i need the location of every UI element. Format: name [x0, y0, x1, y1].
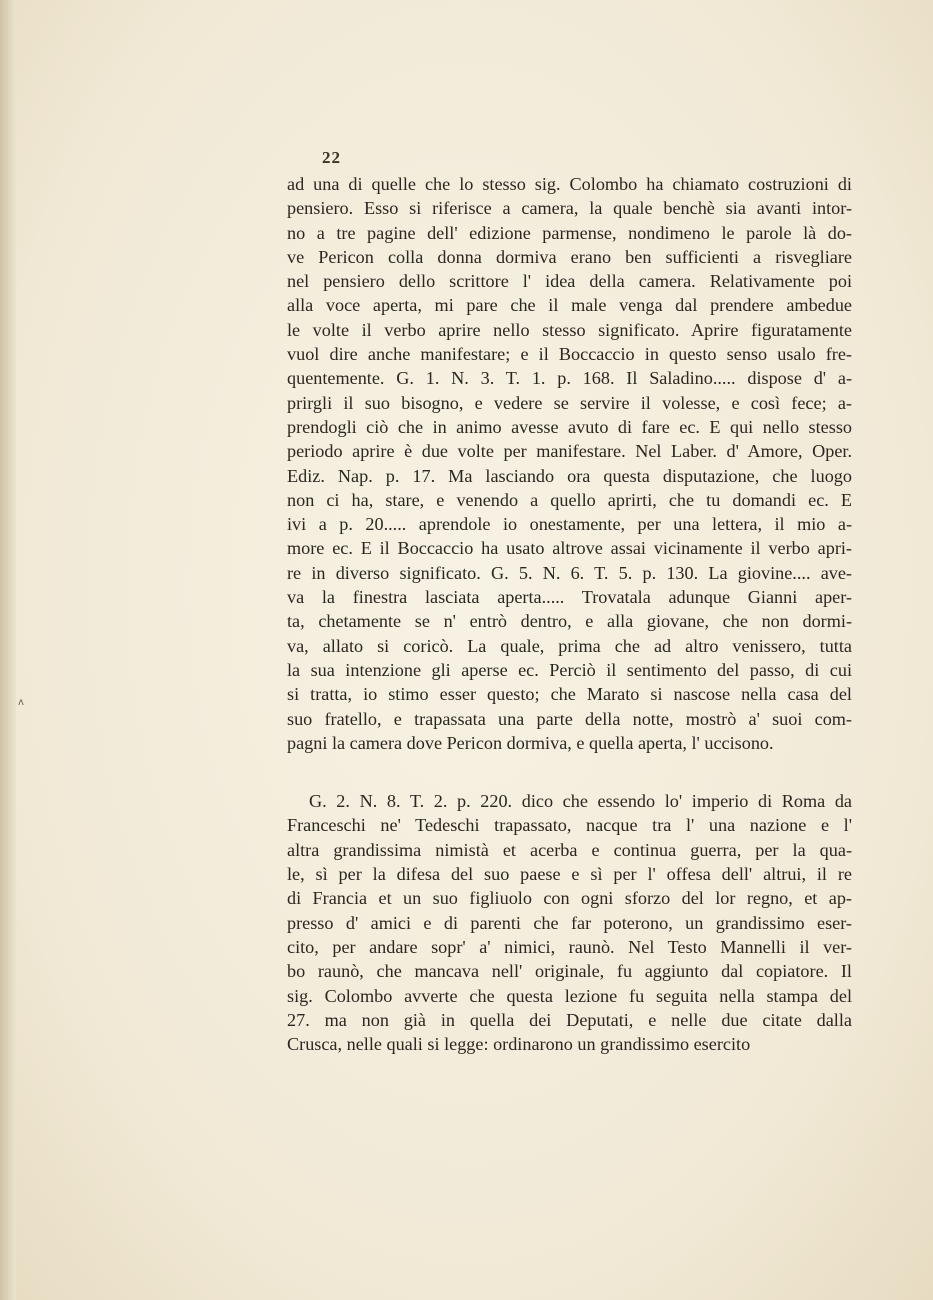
paragraph-gap	[287, 755, 852, 789]
paragraph-2	[287, 789, 852, 1056]
text-line: vuol dire anche manifestare; e il Boccaccio in questo senso usalo fre-	[287, 344, 852, 365]
text-line: periodo aprire è due volte per manifestare. Nel Laber. d' Amore, Oper.	[287, 441, 852, 462]
text-line: pagni la camera dove Pericon dormiva, e quella aperta, l' uccisono.	[287, 732, 774, 753]
text-line: ta, chetamente se n' entrò dentro, e alla giovane, che non dormi-	[287, 611, 852, 632]
text-line: presso d' amici e di parenti che far poterono, un grandissimo eser-	[287, 912, 852, 933]
text-line: suo fratello, e trapassata una parte della notte, mostrò a' suoi com-	[287, 708, 852, 729]
text-line: cito, per andare sopr' a' nimici, raunò. Nel Testo Mannelli il ver-	[287, 936, 852, 957]
text-line: si tratta, io stimo esser questo; che Marato si nascose nella casa del	[287, 684, 852, 705]
text-line: sig. Colombo avverte che questa lezione fu seguita nella stampa del	[287, 985, 852, 1006]
text-line: more ec. E il Boccaccio ha usato altrove assai vicinamente il verbo apri-	[287, 538, 852, 559]
text-line: ad una di quelle che lo stesso sig. Colombo ha chiamato costruzioni di	[287, 174, 852, 194]
text-line: va, allato si coricò. La quale, prima che ad altro venissero, tutta	[287, 635, 852, 656]
text-line: ivi a p. 20..... aprendole io onestamente, per una lettera, il mio a-	[287, 514, 852, 535]
text-line: Crusca, nelle quali si legge: ordinarono un grandissimo esercito	[287, 1034, 751, 1055]
text-line: la sua intenzione gli aperse ec. Perciò il sentimento del passo, di cui	[287, 659, 852, 680]
page-left-edge	[0, 0, 16, 1300]
text-line: ve Pericon colla donna dormiva erano ben sufficienti a risvegliare	[287, 246, 852, 267]
text-line: di Francia et un suo figliuolo con ogni sforzo del lor regno, et ap-	[287, 888, 852, 909]
text-line: 27. ma non già in quella dei Deputati, e nelle due citate dalla	[287, 1009, 852, 1030]
text-line: Franceschi ne' Tedeschi trapassato, nacque tra l' una nazione e l'	[287, 815, 852, 836]
text-line: non ci ha, stare, e venendo a quello aprirti, che tu domandi ec. E	[287, 489, 852, 510]
margin-mark: ʌ	[18, 697, 24, 708]
text-line: bo raunò, che mancava nell' originale, fu aggiunto dal copiatore. Il	[287, 961, 852, 982]
text-line: nel pensiero dello scrittore l' idea della camera. Relativamente poi	[287, 271, 852, 292]
page-number: 22	[322, 148, 341, 167]
body-text	[287, 172, 852, 1056]
text-line: quentemente. G. 1. N. 3. T. 1. p. 168. Il Saladino..... dispose d' a-	[287, 368, 852, 389]
text-line: pensiero. Esso si riferisce a camera, la quale benchè sia avanti intor-	[287, 198, 852, 219]
text-line: Ediz. Nap. p. 17. Ma lasciando ora questa disputazione, che luogo	[287, 465, 852, 486]
text-line: va la finestra lasciata aperta..... Trovatala adunque Gianni aper-	[287, 587, 852, 608]
text-line: le volte il verbo aprire nello stesso significato. Aprire figuratamente	[287, 319, 852, 340]
text-line: altra grandissima nimistà et acerba e continua guerra, per la qua-	[287, 839, 852, 860]
text-line: no a tre pagine dell' edizione parmense, nondimeno le parole là do-	[287, 222, 852, 243]
text-line: re in diverso significato. G. 5. N. 6. T. 5. p. 130. La giovine.... ave-	[287, 562, 852, 583]
text-line: le, sì per la difesa del suo paese e sì per l' offesa dell' altrui, il re	[287, 864, 852, 885]
text-line: G. 2. N. 8. T. 2. p. 220. dico che essendo lo' imperio di Roma da	[309, 791, 852, 812]
text-line: alla voce aperta, mi pare che il male venga dal prendere ambedue	[287, 295, 852, 316]
text-line: prendogli ciò che in animo avesse avuto di fare ec. E qui nello stesso	[287, 416, 852, 437]
paragraph-1	[287, 172, 852, 755]
text-line: prirgli il suo bisogno, e vedere se servire il volesse, e così fece; a-	[287, 392, 852, 413]
